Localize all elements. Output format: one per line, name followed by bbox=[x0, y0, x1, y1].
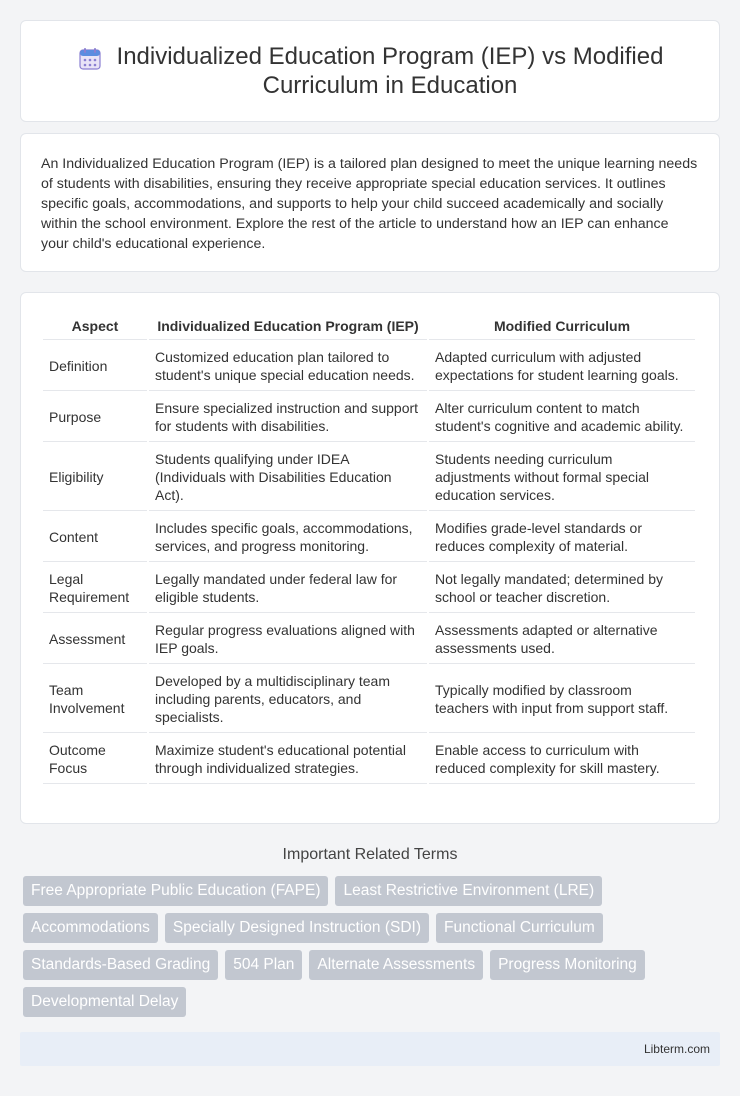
row-modified: Adapted curriculum with adjusted expectations for student learning goals. bbox=[429, 342, 695, 391]
row-aspect: Team Involvement bbox=[43, 666, 147, 733]
related-term-tag[interactable]: Accommodations bbox=[23, 913, 158, 943]
related-term-tag[interactable]: Developmental Delay bbox=[23, 987, 186, 1017]
row-iep: Customized education plan tailored to student's unique special education needs. bbox=[149, 342, 427, 391]
table-row bbox=[43, 513, 695, 562]
table-row bbox=[43, 564, 695, 613]
footer-site-link[interactable]: Libterm.com bbox=[643, 1042, 710, 1056]
related-term-tag[interactable]: Specially Designed Instruction (SDI) bbox=[165, 913, 429, 943]
header-modified-curriculum: Modified Curriculum bbox=[429, 315, 695, 340]
row-iep: Regular progress evaluations aligned with IEP goals. bbox=[149, 615, 427, 664]
row-modified: Students needing curriculum adjustments without formal special education services. bbox=[429, 444, 695, 511]
row-iep: Ensure specialized instruction and support for students with disabilities. bbox=[149, 393, 427, 442]
page-title: Individualized Education Program (IEP) vs Modified Curriculum in Education bbox=[116, 43, 664, 99]
related-term-tag[interactable]: Free Appropriate Public Education (FAPE) bbox=[23, 876, 328, 906]
footer bbox=[20, 1032, 720, 1066]
related-terms-heading: Important Related Terms bbox=[282, 846, 458, 863]
table-row bbox=[43, 666, 695, 733]
row-modified: Enable access to curriculum with reduced complexity for skill mastery. bbox=[429, 735, 695, 784]
comparison-table bbox=[41, 313, 697, 786]
row-aspect: Definition bbox=[43, 342, 147, 391]
row-iep: Legally mandated under federal law for eligible students. bbox=[149, 564, 427, 613]
related-terms-list bbox=[23, 876, 703, 1017]
row-aspect: Eligibility bbox=[43, 444, 147, 511]
row-modified: Alter curriculum content to match student's cognitive and academic ability. bbox=[429, 393, 695, 442]
row-iep: Developed by a multidisciplinary team including parents, educators, and specialists. bbox=[149, 666, 427, 733]
table-row bbox=[43, 615, 695, 664]
row-modified: Modifies grade-level standards or reduces complexity of material. bbox=[429, 513, 695, 562]
header-iep: Individualized Education Program (IEP) bbox=[149, 315, 427, 340]
related-term-tag[interactable]: Standards-Based Grading bbox=[23, 950, 218, 980]
row-aspect: Assessment bbox=[43, 615, 147, 664]
related-term-tag[interactable]: Least Restrictive Environment (LRE) bbox=[335, 876, 602, 906]
row-aspect: Outcome Focus bbox=[43, 735, 147, 784]
title-card bbox=[20, 20, 720, 122]
intro-card bbox=[20, 133, 720, 272]
row-iep: Students qualifying under IDEA (Individuals with Disabilities Education Act). bbox=[149, 444, 427, 511]
row-iep: Includes specific goals, accommodations, services, and progress monitoring. bbox=[149, 513, 427, 562]
row-modified: Assessments adapted or alternative assessments used. bbox=[429, 615, 695, 664]
table-row bbox=[43, 735, 695, 784]
comparison-table-card bbox=[20, 292, 720, 824]
row-aspect: Legal Requirement bbox=[43, 564, 147, 613]
related-term-tag[interactable]: Alternate Assessments bbox=[309, 950, 483, 980]
table-header-row bbox=[43, 315, 695, 340]
related-term-tag[interactable]: 504 Plan bbox=[225, 950, 302, 980]
row-aspect: Content bbox=[43, 513, 147, 562]
table-row bbox=[43, 444, 695, 511]
header-aspect: Aspect bbox=[43, 315, 147, 340]
table-row bbox=[43, 342, 695, 391]
row-aspect: Purpose bbox=[43, 393, 147, 442]
intro-paragraph: An Individualized Education Program (IEP) is a tailored plan designed to meet the unique learning needs of students with disabilities, ensuring they receive appropriate special education services. It outlines specific goals, accommodations, and supports to help your child succeed academically and socially within the school environment. Explore the rest of the article to understand how an IEP can enhance your child's educational experience. bbox=[41, 156, 698, 252]
related-term-tag[interactable]: Functional Curriculum bbox=[436, 913, 603, 943]
row-iep: Maximize student's educational potential through individualized strategies. bbox=[149, 735, 427, 784]
table-row bbox=[43, 393, 695, 442]
row-modified: Typically modified by classroom teachers with input from support staff. bbox=[429, 666, 695, 733]
row-modified: Not legally mandated; determined by school or teacher discretion. bbox=[429, 564, 695, 613]
related-term-tag[interactable]: Progress Monitoring bbox=[490, 950, 645, 980]
